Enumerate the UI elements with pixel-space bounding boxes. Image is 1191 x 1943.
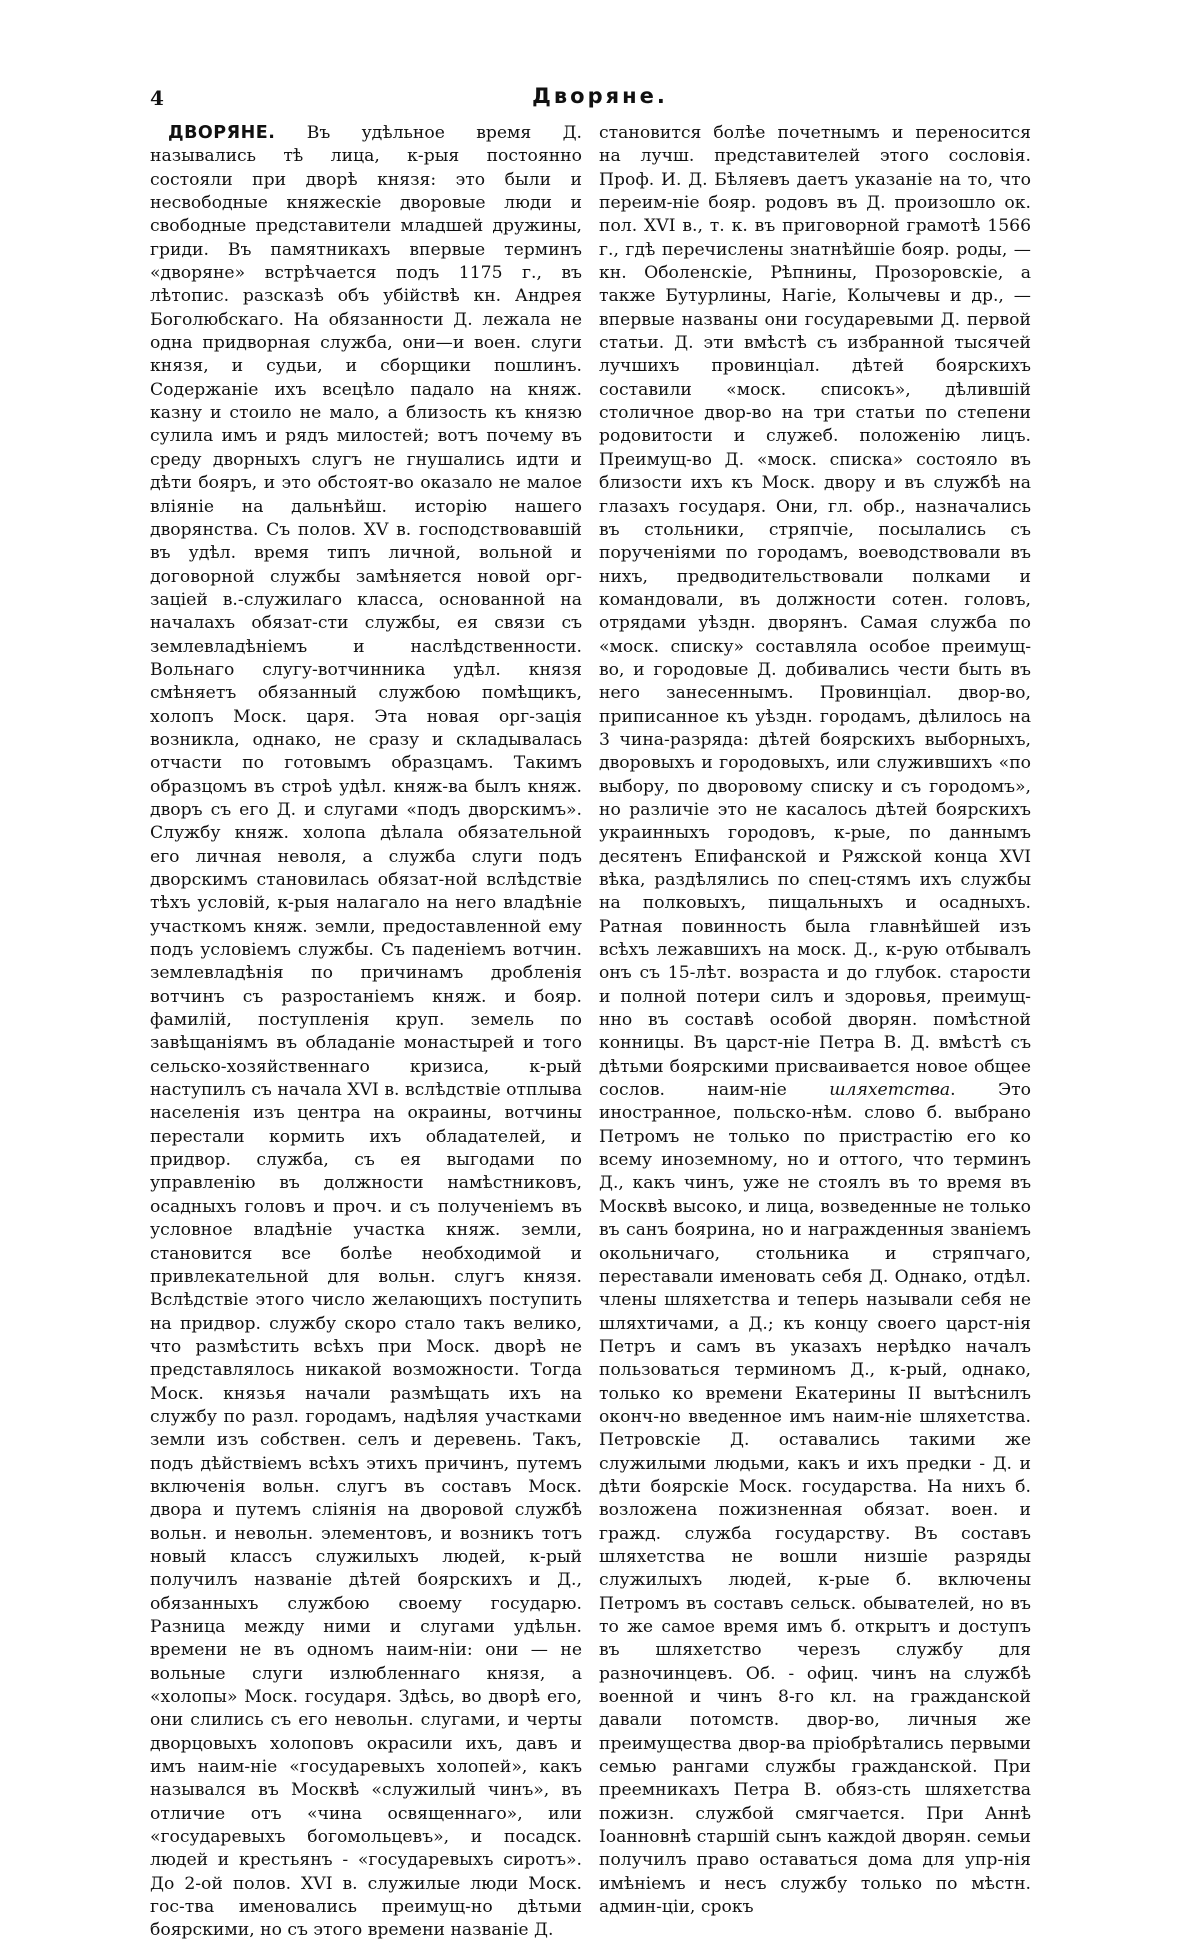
page-title: Дворяне. <box>532 84 668 108</box>
italic-term: шляхетства <box>829 1080 951 1101</box>
page-header <box>150 82 1050 122</box>
article-columns <box>150 122 1050 1941</box>
right-column-text-b: . Это иностранное, польско-нѣм. слово б. выбрано Петромъ не только по пристрастію его ко всему иноземному, но и оттого, что терминъ Д., какъ чинъ, уже не стоялъ въ то время въ Москвѣ высоко, и лица, возведенные не только въ санъ боярина, но и награжденныя званіемъ окольничаго, стольника и стряпчаго, переставали именовать себя Д. Однако, отдѣл. члены шляхетства и теперь называли себя не шляхтичами, а Д.; къ концу своего царст-нія Петръ и самъ въ указахъ нерѣдко началъ пользоваться терминомъ Д., к-рый, однако, только ко времени Екатерины II вытѣснилъ оконч-но введенное имъ наим-ніе шляхетства. Петровскіе Д. оставались такими же служилыми людьми, какъ и ихъ предки - Д. и дѣти боярскіе Моск. государства. На нихъ б. возложена пожизненная обязат. воен. и гражд. служба государству. Въ составъ шляхетства не вошли низшіе разряды служилыхъ людей, к-рые б. включены Петромъ въ составъ сельск. обывателей, но въ то же самое время имъ б. открытъ и доступъ въ шляхетство черезъ службу для разночинцевъ. Об. - офиц. чинъ на службѣ военной и чинъ 8-го кл. на гражданской давали потомств. двор-во, личныя же преимущества двор-ва пріобрѣтались первыми семью рангами службы гражданской. При преемникахъ Петра В. обяз-сть шляхетства пожизн. службой смягчается. При Аннѣ Іоанновнѣ старшій сынъ каждой дворян. семьи получилъ право оставаться дома для упр-нія имѣніемъ и несъ службу только по мѣстн. админ-ціи, срокъ <box>599 1080 1032 1918</box>
article-paragraph-continued <box>599 122 1031 1919</box>
left-column-text: Въ удѣльное время Д. назывались тѣ лица, к-рыя постоянно состояли при дворѣ князя: это были и несвободные княжескіе дворовые люди и свободные представители младшей дружины, гриди. Въ памятникахъ впервые терминъ «дворяне» встрѣчается подъ 1175 г., въ лѣтопис. разсказѣ объ убійствѣ кн. Андрея Боголюбскаго. На обязанности Д. лежала не одна придворная служба, они—и воен. слуги князя, и судьи, и сборщики пошлинъ. Содержаніе ихъ всецѣло падало на княж. казну и стоило не мало, а близость къ князю сулила имъ и рядъ милостей; вотъ почему въ среду дворныхъ слугъ не гнушались идти и дѣти бояръ, и это обстоят-во оказало не малое вліяніе на дальнѣйш. исторію нашего дворянства. Съ полов. XV в. господствовавшій въ удѣл. время типъ личной, вольной и договорной службы замѣняется новой орг-заціей в.-служилаго класса, основанной на началахъ обязат-сти службы, ея связи съ землевладѣніемъ и наслѣдственности. Вольнаго слугу-вотчинника удѣл. князя смѣняетъ обязанный службою помѣщикъ, холопъ Моск. царя. Эта новая орг-зація возникла, однако, не сразу и складывалась отчасти по готовымъ образцамъ. Такимъ образцомъ въ строѣ удѣл. княж-ва былъ княж. дворъ съ его Д. и слугами «подъ дворскимъ». Службу княж. холопа дѣлала обязательной его личная неволя, а служба слуги подъ дворскимъ становилась обязат-ной вслѣдствіе тѣхъ условій, к-рыя налагало на него владѣніе участкомъ княж. земли, предоставленной ему подъ условіемъ службы. Съ паденіемъ вотчин. землевладѣнія по причинамъ дробленія вотчинъ съ разростаніемъ княж. и бояр. фамилій, поступленія круп. земель по завѣщаніямъ въ обладаніе монастырей и того сельско-хозяйственнаго кризиса, к-рый наступилъ съ начала XVI в. вслѣдствіе отплыва населенія изъ центра на окраины, вотчины перестали кормить ихъ обладателей, и придвор. служба, съ ея выгодами по управленію въ должности намѣстниковъ, осадныхъ головъ и проч. и съ полученіемъ въ условное владѣніе участка княж. земли, становится все болѣе необходимой и привлекательной для вольн. слугъ князя. Вслѣдствіе этого число желающихъ поступить на придвор. службу скоро стало такъ велико, что размѣстить всѣхъ при Моск. дворѣ не представлялось никакой возможности. Тогда Моск. князья начали размѣщать ихъ на службу по разл. городамъ, надѣляя участками земли изъ собствен. селъ и деревень. Такъ, подъ дѣйствіемъ всѣхъ этихъ причинъ, путемъ включенія вольн. слугъ въ составъ Моск. двора и путемъ слiянія на дворовой службѣ вольн. и невольн. элементовъ, и возникъ тотъ новый классъ служилыхъ людей, к-рый получилъ названіе дѣтей боярскихъ и Д., обязанныхъ службою своему государю. Разница между ними и слугами удѣльн. времени не въ одномъ наим-ніи: они — не вольные слуги излюбленнаго князя, а «холопы» Моск. государя. Здѣсь, во дворѣ его, они слились съ его невольн. слугами, и черты дворцовыхъ холоповъ окрасили ихъ, давъ и имъ наим-ніе «государевыхъ холопей», какъ назывался въ Москвѣ «служилый чинъ», въ отличие отъ «чина освященнаго», или «государевыхъ богомольцевъ», и посадск. людей и крестьянъ - «государевыхъ сиротъ». До 2-ой полов. XVI в. служилые люди Моск. гос-тва именовались преимущ-но дѣтьми боярскими, но съ этого времени названіе Д. <box>150 123 583 1941</box>
left-column <box>150 122 583 1941</box>
page-number: 4 <box>150 86 164 110</box>
right-column-text-a: становится болѣе почетнымъ и переносится на лучш. представителей этого сословія. Проф. И. Д. Бѣляевъ даетъ указаніе на то, что переим-ніе бояр. родовъ въ Д. произошло ок. пол. XVI в., т. к. въ приговорной грамотѣ 1566 г., гдѣ перечислены знатнѣйшіе бояр. роды, — кн. Оболенскіе, Рѣпнины, Прозоровскіе, а также Бутурлины, Нагіе, Колычевы и др., — впервые названы они государевыми Д. первой статьи. Д. эти вмѣстѣ съ избранной тысячей лучшихъ провинціал. дѣтей боярскихъ составили «моск. списокъ», дѣлившій столичное двор-во на три статьи по степени родовитости и служеб. положенію лицъ. Преимущ-во Д. «моск. списка» состояло въ близости ихъ къ Моск. двору и въ службѣ на глазахъ государя. Они, гл. обр., назначались въ стольники, стряпчіе, посылались съ порученіями по городамъ, воеводствовали въ нихъ, предводительствовали полками и командовали, въ должности сотен. головъ, отрядами уѣздн. дворянъ. Самая служба по «моск. списку» составляла особое преимущ-во, и городовые Д. добивались чести быть въ него занесеннымъ. Провинціал. двор-во, приписанное къ уѣздн. городамъ, дѣлилось на 3 чина-разряда: дѣтей боярскихъ выборныхъ, дворовыхъ и городовыхъ, или служившихъ «по выбору, по дворовому списку и съ городомъ», но различіе это не касалось дѣтей боярскихъ украинныхъ городовъ, к-рые, по даннымъ десятенъ Епифанской и Ряжской конца XVI вѣка, раздѣлялись по спец-стямъ ихъ службы на полковыхъ, пищальныхъ и осадныхъ. Ратная повинность была главнѣйшей изъ всѣхъ лежавшихъ на моск. Д., к-рую отбывалъ онъ съ 15-лѣт. возраста и до глубок. старости и полной потери силъ и здоровья, преимущ-нно въ составѣ особой дворян. помѣстной конницы. Въ царст-ніе Петра В. Д. вмѣстѣ съ дѣтьми боярскими присваивается новое общее сослов. наим-ніе <box>599 123 1031 1101</box>
right-column <box>599 122 1032 1918</box>
article-headword: ДВОРЯНЕ. <box>168 123 276 143</box>
article-paragraph <box>150 122 582 1943</box>
